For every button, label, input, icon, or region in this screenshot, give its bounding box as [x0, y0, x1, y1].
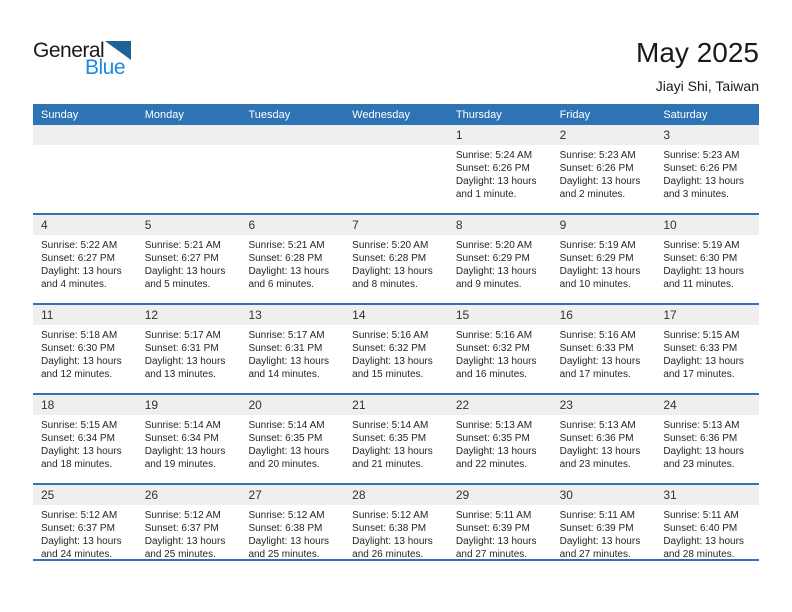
day-cell: [240, 395, 344, 483]
day-number: 24: [655, 395, 759, 415]
day-details: [552, 415, 656, 471]
sunrise-text: Sunrise: 5:15 AM: [41, 420, 118, 431]
sunrise-text: Sunrise: 5:17 AM: [248, 330, 325, 341]
day-cell: [448, 395, 552, 483]
day-number: 1: [448, 125, 552, 145]
sunset-text: Sunset: 6:33 PM: [663, 343, 738, 354]
daylight-text-line1: Daylight: 13 hours: [663, 446, 744, 457]
day-details: [552, 505, 656, 561]
day-number: 30: [552, 485, 656, 505]
day-cell: [240, 485, 344, 559]
day-cell: [655, 125, 759, 213]
week-row: [33, 125, 759, 215]
weekday-header: Sunday: [41, 108, 79, 121]
day-number: 17: [655, 305, 759, 325]
sunset-text: Sunset: 6:37 PM: [41, 523, 115, 534]
day-cell: [552, 215, 656, 303]
day-details: [655, 505, 759, 561]
daylight-text-line2: and 10 minutes.: [559, 279, 631, 290]
daylight-text-line2: and 4 minutes.: [41, 279, 107, 290]
day-number: 29: [448, 485, 552, 505]
sunset-text: Sunset: 6:32 PM: [455, 343, 530, 354]
day-number: 19: [137, 395, 241, 415]
day-number: 6: [240, 215, 344, 235]
sunset-text: Sunset: 6:27 PM: [41, 253, 115, 264]
day-number: 27: [240, 485, 344, 505]
daylight-text-line1: Daylight: 13 hours: [455, 446, 537, 457]
daylight-text-line2: and 24 minutes.: [41, 549, 113, 560]
daylight-text-line2: and 25 minutes.: [144, 549, 216, 560]
weekday-header: Monday: [144, 108, 184, 121]
daylight-text-line2: and 18 minutes.: [41, 459, 113, 470]
day-number: 2: [552, 125, 656, 145]
daylight-text-line1: Daylight: 13 hours: [455, 176, 537, 187]
sunrise-text: Sunrise: 5:14 AM: [352, 420, 429, 431]
sunset-text: Sunset: 6:32 PM: [352, 343, 427, 354]
sunrise-text: Sunrise: 5:13 AM: [559, 420, 636, 431]
daylight-text-line1: Daylight: 13 hours: [144, 266, 226, 277]
daylight-text-line2: and 23 minutes.: [559, 459, 631, 470]
daylight-text-line2: and 13 minutes.: [144, 369, 216, 380]
sunrise-text: Sunrise: 5:11 AM: [559, 510, 636, 521]
daylight-text-line2: and 15 minutes.: [352, 369, 424, 380]
day-cell: [448, 125, 552, 213]
sunset-text: Sunset: 6:26 PM: [663, 163, 738, 174]
day-number: 22: [448, 395, 552, 415]
day-details: [552, 325, 656, 381]
daylight-text-line2: and 25 minutes.: [248, 549, 320, 560]
daylight-text-line2: and 11 minutes.: [663, 279, 734, 290]
day-number: 9: [552, 215, 656, 235]
day-details: [33, 415, 137, 471]
daylight-text-line2: and 26 minutes.: [352, 549, 424, 560]
daylight-text-line2: and 19 minutes.: [144, 459, 216, 470]
sunset-text: Sunset: 6:27 PM: [144, 253, 219, 264]
sunrise-text: Sunrise: 5:23 AM: [559, 150, 636, 161]
location-subtitle: Jiayi Shi, Taiwan: [655, 77, 759, 94]
day-details: [33, 235, 137, 291]
sunrise-text: Sunrise: 5:12 AM: [144, 510, 221, 521]
day-cell: [137, 305, 241, 393]
week-row: [33, 305, 759, 395]
day-cell: [33, 305, 137, 393]
day-details: [655, 325, 759, 381]
day-cell: [552, 305, 656, 393]
sunrise-text: Sunrise: 5:13 AM: [455, 420, 533, 431]
daylight-text-line1: Daylight: 13 hours: [663, 356, 744, 367]
day-cell: [33, 125, 137, 213]
day-number: [240, 125, 344, 145]
daylight-text-line2: and 6 minutes.: [248, 279, 315, 290]
sunrise-text: Sunrise: 5:11 AM: [455, 510, 532, 521]
sunrise-text: Sunrise: 5:16 AM: [352, 330, 429, 341]
daylight-text-line1: Daylight: 13 hours: [352, 536, 433, 547]
day-details: [448, 145, 552, 201]
day-cell: [33, 485, 137, 559]
daylight-text-line1: Daylight: 13 hours: [41, 446, 122, 457]
daylight-text-line2: and 5 minutes.: [144, 279, 211, 290]
day-cell: [448, 485, 552, 559]
sunset-text: Sunset: 6:30 PM: [41, 343, 115, 354]
sunrise-text: Sunrise: 5:12 AM: [41, 510, 118, 521]
day-details: [33, 505, 137, 561]
day-details: [344, 235, 448, 291]
sunset-text: Sunset: 6:29 PM: [455, 253, 530, 264]
sunrise-text: Sunrise: 5:21 AM: [248, 240, 325, 251]
daylight-text-line1: Daylight: 13 hours: [144, 446, 226, 457]
sunrise-text: Sunrise: 5:21 AM: [144, 240, 221, 251]
daylight-text-line1: Daylight: 13 hours: [144, 356, 226, 367]
daylight-text-line1: Daylight: 13 hours: [559, 176, 641, 187]
sunset-text: Sunset: 6:26 PM: [455, 163, 530, 174]
daylight-text-line2: and 16 minutes.: [455, 369, 528, 380]
day-cell: [33, 215, 137, 303]
daylight-text-line1: Daylight: 13 hours: [559, 266, 641, 277]
day-cell: [344, 305, 448, 393]
day-cell: [137, 125, 241, 213]
daylight-text-line2: and 3 minutes.: [663, 189, 729, 200]
day-details: [137, 145, 241, 149]
daylight-text-line2: and 20 minutes.: [248, 459, 320, 470]
day-details: [655, 235, 759, 291]
sunrise-text: Sunrise: 5:14 AM: [248, 420, 325, 431]
sunrise-text: Sunrise: 5:22 AM: [41, 240, 118, 251]
day-number: 10: [655, 215, 759, 235]
sunset-text: Sunset: 6:33 PM: [559, 343, 634, 354]
day-details: [655, 145, 759, 201]
daylight-text-line1: Daylight: 13 hours: [248, 266, 330, 277]
day-cell: [344, 125, 448, 213]
daylight-text-line1: Daylight: 13 hours: [559, 536, 641, 547]
sunrise-text: Sunrise: 5:12 AM: [248, 510, 325, 521]
sunset-text: Sunset: 6:39 PM: [559, 523, 634, 534]
weekday-header: Saturday: [663, 108, 708, 121]
day-cell: [137, 485, 241, 559]
day-cell: [655, 215, 759, 303]
day-details: [448, 505, 552, 561]
daylight-text-line1: Daylight: 13 hours: [248, 356, 330, 367]
daylight-text-line1: Daylight: 13 hours: [352, 266, 433, 277]
logo-text-blue: Blue: [85, 56, 126, 79]
weekday-header-row: [33, 104, 759, 125]
day-details: [240, 505, 344, 561]
day-number: 20: [240, 395, 344, 415]
day-cell: [655, 395, 759, 483]
day-details: [344, 145, 448, 149]
sunset-text: Sunset: 6:29 PM: [559, 253, 634, 264]
day-details: [344, 325, 448, 381]
sunrise-text: Sunrise: 5:19 AM: [663, 240, 740, 251]
day-cell: [344, 395, 448, 483]
day-number: [137, 125, 241, 145]
day-number: 21: [344, 395, 448, 415]
sunset-text: Sunset: 6:36 PM: [559, 433, 634, 444]
daylight-text-line2: and 27 minutes.: [559, 549, 631, 560]
calendar-grid: [33, 125, 759, 561]
day-cell: [240, 125, 344, 213]
day-cell: [552, 395, 656, 483]
day-number: 26: [137, 485, 241, 505]
sunrise-text: Sunrise: 5:20 AM: [352, 240, 429, 251]
sunrise-text: Sunrise: 5:17 AM: [144, 330, 221, 341]
day-number: 4: [33, 215, 137, 235]
day-cell: [137, 395, 241, 483]
sunrise-text: Sunrise: 5:18 AM: [41, 330, 118, 341]
day-cell: [448, 305, 552, 393]
daylight-text-line1: Daylight: 13 hours: [248, 446, 330, 457]
sunset-text: Sunset: 6:37 PM: [144, 523, 219, 534]
day-cell: [655, 485, 759, 559]
sunset-text: Sunset: 6:26 PM: [559, 163, 634, 174]
daylight-text-line1: Daylight: 13 hours: [663, 536, 744, 547]
sunrise-text: Sunrise: 5:11 AM: [663, 510, 739, 521]
daylight-text-line1: Daylight: 13 hours: [352, 356, 433, 367]
daylight-text-line2: and 27 minutes.: [455, 549, 528, 560]
sunset-text: Sunset: 6:39 PM: [455, 523, 530, 534]
day-number: 23: [552, 395, 656, 415]
day-details: [448, 415, 552, 471]
day-number: 18: [33, 395, 137, 415]
sunrise-text: Sunrise: 5:20 AM: [455, 240, 533, 251]
day-details: [137, 325, 241, 381]
sunset-text: Sunset: 6:38 PM: [248, 523, 323, 534]
sunset-text: Sunset: 6:34 PM: [144, 433, 219, 444]
sunset-text: Sunset: 6:40 PM: [663, 523, 738, 534]
day-details: [137, 505, 241, 561]
logo-text-general: General: [33, 39, 105, 62]
day-details: [137, 415, 241, 471]
weekday-header: Wednesday: [352, 108, 411, 121]
daylight-text-line2: and 28 minutes.: [663, 549, 735, 560]
day-number: 31: [655, 485, 759, 505]
daylight-text-line1: Daylight: 13 hours: [352, 446, 433, 457]
daylight-text-line2: and 1 minute.: [455, 189, 517, 200]
general-blue-logo: [33, 40, 131, 78]
sunset-text: Sunset: 6:28 PM: [352, 253, 427, 264]
daylight-text-line1: Daylight: 13 hours: [248, 536, 330, 547]
day-number: 13: [240, 305, 344, 325]
sunset-text: Sunset: 6:31 PM: [144, 343, 219, 354]
day-details: [33, 325, 137, 381]
sunrise-text: Sunrise: 5:16 AM: [455, 330, 533, 341]
day-number: 28: [344, 485, 448, 505]
day-cell: [655, 305, 759, 393]
day-details: [137, 235, 241, 291]
day-cell: [344, 485, 448, 559]
week-row: [33, 395, 759, 485]
day-cell: [552, 125, 656, 213]
daylight-text-line2: and 23 minutes.: [663, 459, 735, 470]
day-cell: [344, 215, 448, 303]
daylight-text-line1: Daylight: 13 hours: [455, 536, 537, 547]
title-block: [636, 38, 759, 94]
daylight-text-line2: and 2 minutes.: [559, 189, 626, 200]
day-number: 16: [552, 305, 656, 325]
daylight-text-line1: Daylight: 13 hours: [144, 536, 226, 547]
week-row: [33, 485, 759, 561]
sunset-text: Sunset: 6:28 PM: [248, 253, 323, 264]
day-number: 8: [448, 215, 552, 235]
day-number: 25: [33, 485, 137, 505]
weekday-header: Tuesday: [248, 108, 291, 121]
daylight-text-line2: and 21 minutes.: [352, 459, 424, 470]
day-number: [344, 125, 448, 145]
daylight-text-line2: and 9 minutes.: [455, 279, 522, 290]
sunset-text: Sunset: 6:35 PM: [455, 433, 530, 444]
daylight-text-line1: Daylight: 13 hours: [559, 446, 641, 457]
day-number: 5: [137, 215, 241, 235]
calendar-table: [33, 104, 759, 561]
week-row: [33, 215, 759, 305]
daylight-text-line2: and 14 minutes.: [248, 369, 320, 380]
daylight-text-line2: and 8 minutes.: [352, 279, 418, 290]
day-number: 15: [448, 305, 552, 325]
sunrise-text: Sunrise: 5:23 AM: [663, 150, 740, 161]
sunset-text: Sunset: 6:38 PM: [352, 523, 427, 534]
day-details: [344, 505, 448, 561]
daylight-text-line1: Daylight: 13 hours: [41, 536, 122, 547]
daylight-text-line1: Daylight: 13 hours: [559, 356, 641, 367]
sunset-text: Sunset: 6:34 PM: [41, 433, 115, 444]
day-cell: [240, 305, 344, 393]
day-cell: [33, 395, 137, 483]
day-cell: [137, 215, 241, 303]
day-cell: [240, 215, 344, 303]
day-number: 7: [344, 215, 448, 235]
daylight-text-line1: Daylight: 13 hours: [663, 266, 744, 277]
page-title: May 2025: [636, 37, 759, 68]
day-number: 12: [137, 305, 241, 325]
sunrise-text: Sunrise: 5:24 AM: [455, 150, 533, 161]
day-cell: [552, 485, 656, 559]
sunset-text: Sunset: 6:30 PM: [663, 253, 738, 264]
day-details: [33, 145, 137, 149]
sunrise-text: Sunrise: 5:14 AM: [144, 420, 221, 431]
sunset-text: Sunset: 6:35 PM: [352, 433, 427, 444]
day-cell: [448, 215, 552, 303]
daylight-text-line1: Daylight: 13 hours: [455, 266, 537, 277]
daylight-text-line2: and 22 minutes.: [455, 459, 528, 470]
day-details: [552, 145, 656, 201]
day-details: [240, 235, 344, 291]
weekday-header: Thursday: [455, 108, 502, 121]
daylight-text-line1: Daylight: 13 hours: [41, 356, 122, 367]
day-number: [33, 125, 137, 145]
daylight-text-line1: Daylight: 13 hours: [455, 356, 537, 367]
daylight-text-line1: Daylight: 13 hours: [663, 176, 744, 187]
daylight-text-line2: and 17 minutes.: [559, 369, 631, 380]
sunrise-text: Sunrise: 5:16 AM: [559, 330, 636, 341]
day-details: [448, 235, 552, 291]
day-number: 3: [655, 125, 759, 145]
sunrise-text: Sunrise: 5:13 AM: [663, 420, 740, 431]
sunset-text: Sunset: 6:36 PM: [663, 433, 738, 444]
weekday-header: Friday: [559, 108, 591, 121]
day-details: [344, 415, 448, 471]
day-number: 14: [344, 305, 448, 325]
daylight-text-line1: Daylight: 13 hours: [41, 266, 122, 277]
sunset-text: Sunset: 6:35 PM: [248, 433, 323, 444]
daylight-text-line2: and 17 minutes.: [663, 369, 735, 380]
day-details: [655, 415, 759, 471]
daylight-text-line2: and 12 minutes.: [41, 369, 113, 380]
day-details: [240, 415, 344, 471]
sunrise-text: Sunrise: 5:12 AM: [352, 510, 429, 521]
sunrise-text: Sunrise: 5:19 AM: [559, 240, 636, 251]
day-details: [552, 235, 656, 291]
day-details: [448, 325, 552, 381]
day-number: 11: [33, 305, 137, 325]
sunset-text: Sunset: 6:31 PM: [248, 343, 323, 354]
day-details: [240, 325, 344, 381]
sunrise-text: Sunrise: 5:15 AM: [663, 330, 740, 341]
day-details: [240, 145, 344, 149]
